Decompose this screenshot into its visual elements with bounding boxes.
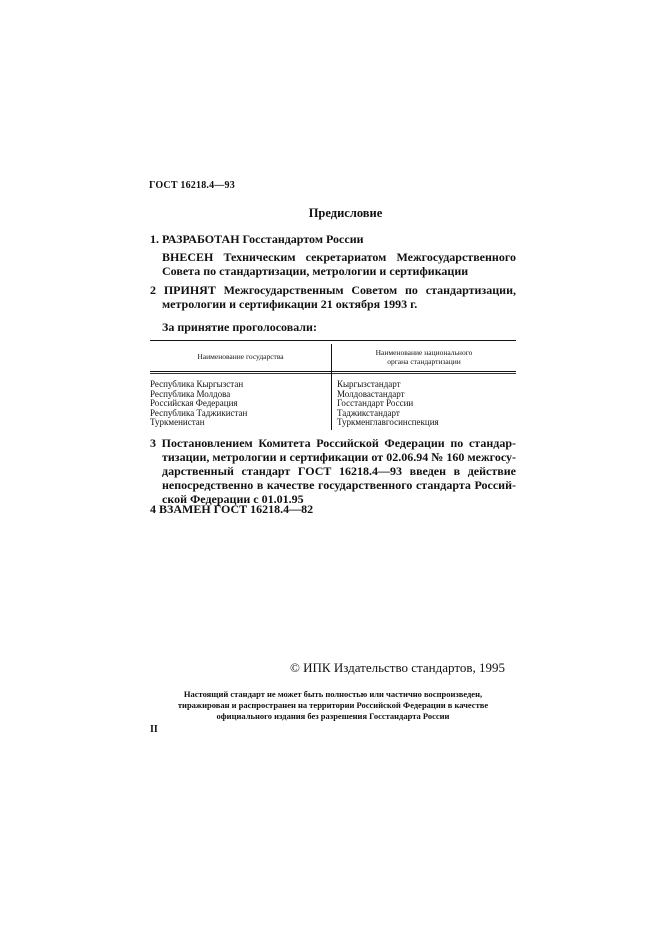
- column-header-state: Наименование государства: [197, 352, 284, 361]
- states-column: [150, 380, 247, 428]
- column-separator: [331, 344, 332, 430]
- section-4-replaces: [150, 502, 516, 516]
- table-cell-body: Молдовастандарт: [337, 388, 405, 399]
- copyright-notice: © ИПК Издательство стандартов, 1995: [290, 660, 505, 675]
- section-1-developed: [150, 232, 516, 246]
- header-rule-double: [150, 373, 516, 374]
- reproduction-notice-line: тиражирован и распространен на территории Российской Федерации в качестве: [177, 700, 489, 710]
- column-header-body-line: органа стандартизации: [387, 357, 461, 366]
- replaces-line: 4 ВЗАМЕН ГОСТ 16218.4—82: [150, 502, 314, 516]
- adopted-line-1: 2 ПРИНЯТ Межгосударственным Советом по стандартизации,: [150, 283, 516, 297]
- column-header-body-line: Наименование национального: [375, 348, 473, 357]
- table-cell-state: Российская Федерация: [150, 398, 238, 409]
- table-cell-state: Республика Таджикистан: [150, 407, 248, 418]
- standard-id: ГОСТ 16218.4—93: [149, 180, 235, 191]
- table-cell-body: Туркменглавгосинспекция: [337, 417, 439, 428]
- bodies-column: [337, 380, 439, 428]
- reproduction-notice: [150, 689, 516, 722]
- adopted-line-2: метрологии и сертификации 21 октября 1993 г.: [162, 297, 418, 311]
- voted-label: За принятие проголосовали:: [162, 320, 317, 334]
- resolution-line: ской Федерации с 01.01.95: [162, 492, 304, 506]
- preface-heading: Предисловие: [308, 206, 383, 220]
- voting-table: [150, 340, 516, 430]
- table-cell-body: Госстандарт России: [337, 398, 414, 409]
- resolution-line: непосредственно в качестве государственного стандарта Россий-: [162, 478, 516, 492]
- table-top-rule: [150, 340, 516, 341]
- reproduction-notice-line: официального издания без разрешения Госстандарта России: [216, 711, 450, 721]
- table-cell-state: Республика Молдова: [150, 388, 231, 399]
- header-rule: [150, 371, 516, 372]
- resolution-line: 3 Постановлением Комитета Российской Федерации по стандар-: [150, 436, 516, 450]
- table-cell-state: Туркменистан: [150, 417, 205, 428]
- section-2-adopted: [150, 283, 516, 311]
- table-cell-state: Республика Кыргызстан: [150, 379, 244, 389]
- resolution-line: дарственный стандарт ГОСТ 16218.4—93 введен в действие: [162, 464, 516, 478]
- section-3-resolution: [150, 436, 516, 506]
- submitted-line-1: ВНЕСЕН Техническим секретариатом Межгосударственного: [162, 250, 516, 264]
- submitted-line-2: Совета по стандартизации, метрологии и сертификации: [162, 264, 469, 278]
- resolution-line: тизации, метрологии и сертификации от 02.06.94 № 160 межгосу-: [162, 450, 516, 464]
- section-1-submitted: [150, 250, 516, 278]
- section-1-line: 1. РАЗРАБОТАН Госстандартом России: [150, 232, 364, 246]
- column-header-body: [332, 348, 516, 366]
- table-cell-body: Кыргызстандарт: [337, 379, 401, 389]
- reproduction-notice-line: Настоящий стандарт не может быть полностью или частично воспроизведен,: [183, 689, 483, 699]
- table-cell-body: Таджикстандарт: [337, 407, 400, 418]
- page-number: II: [150, 724, 158, 735]
